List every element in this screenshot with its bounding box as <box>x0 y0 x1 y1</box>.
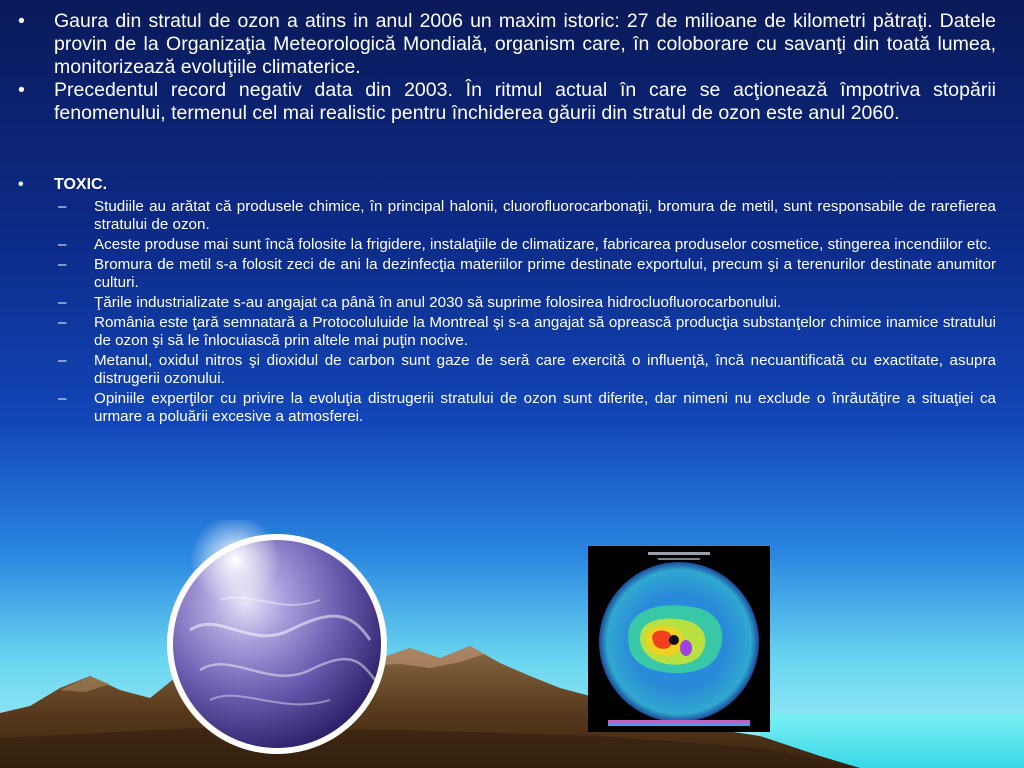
earth-globe-image <box>160 520 394 756</box>
bullet-mark: • <box>18 10 25 32</box>
sub-bullet-item <box>58 352 996 388</box>
dash-mark: – <box>58 256 67 273</box>
bullet-text: Gaura din stratul de ozon a atins in anul 2006 un maxim istoric: 27 de milioane de kilometri pătraţi. Datele provin de la Organizaţia Meteorologică Mondială, organism care, în coloborare cu savanţi din toată lumea, monitorizează evoluţiile climaterice. <box>54 10 996 78</box>
mountain-landscape <box>0 618 1024 768</box>
sub-bullet-text: România este ţară semnatară a Protocoluluide la Montreal şi s-a angajat să oprească producţia substanţelor chimice inamice stratului de ozon şi să le înlocuiască prin altele mai puţin nocive. <box>94 314 996 349</box>
sub-bullet-item <box>58 294 996 312</box>
bullet-mark: • <box>18 176 24 193</box>
sub-bullet-text: Studiile au arătat că produsele chimice, în principal halonii, cluorofluorocarbonaţii, bromura de metil, sunt responsabile de rarefierea stratului de ozon. <box>94 198 996 233</box>
sub-bullet-text: Aceste produse mai sunt încă folosite la frigidere, instalaţiile de climatizare, fabricarea produselor cosmetice, stingerea incendiilor etc. <box>94 236 992 253</box>
bullet-item <box>14 10 996 79</box>
sub-bullet-item <box>58 198 996 234</box>
toxic-label: TOXIC. <box>54 176 108 193</box>
toxic-heading <box>14 173 996 196</box>
dash-mark: – <box>58 198 67 215</box>
dash-mark: – <box>58 236 67 253</box>
sub-bullet-text: Opiniile experţilor cu privire la evoluţia distrugerii stratului de ozon sunt diferite, dar nimeni nu exclude o înrăutăţire a situaţiei ca urmare a poluării excesive a atmosferei. <box>94 390 996 425</box>
bullet-item <box>14 79 996 125</box>
dash-mark: – <box>58 314 67 331</box>
bullet-text: Precedentul record negativ data din 2003. În ritmul actual în care se acţionează împotriva stopării fenomenului, termenul cel mai realistic pentru închiderea găurii din stratul de ozon este anul 2060. <box>54 79 996 124</box>
sub-bullet-text: Metanul, oxidul nitros şi dioxidul de carbon sunt gaze de seră care exercită o influenţă, încă necuantificată cu exactitate, asupra distrugerii ozonului. <box>94 352 996 387</box>
slide-content <box>14 10 996 428</box>
sub-bullet-item <box>58 314 996 350</box>
sub-bullet-text: Ţările industrializate s-au angajat ca până în anul 2030 să suprime folosirea hidrocluofluorocarbonului. <box>94 294 782 311</box>
ozone-hole-map-image <box>588 546 770 732</box>
sub-bullet-item <box>58 236 996 254</box>
sub-bullet-item <box>58 256 996 292</box>
bullet-mark: • <box>18 79 25 101</box>
sub-bullet-list <box>58 198 996 426</box>
sub-bullet-item <box>58 390 996 426</box>
dash-mark: – <box>58 352 67 369</box>
sub-bullet-text: Bromura de metil s-a folosit zeci de ani la dezinfecţia materiilor prime destinate exportului, precum şi a terenurilor destinate anumitor culturi. <box>94 256 996 291</box>
dash-mark: – <box>58 294 67 311</box>
dash-mark: – <box>58 390 67 407</box>
